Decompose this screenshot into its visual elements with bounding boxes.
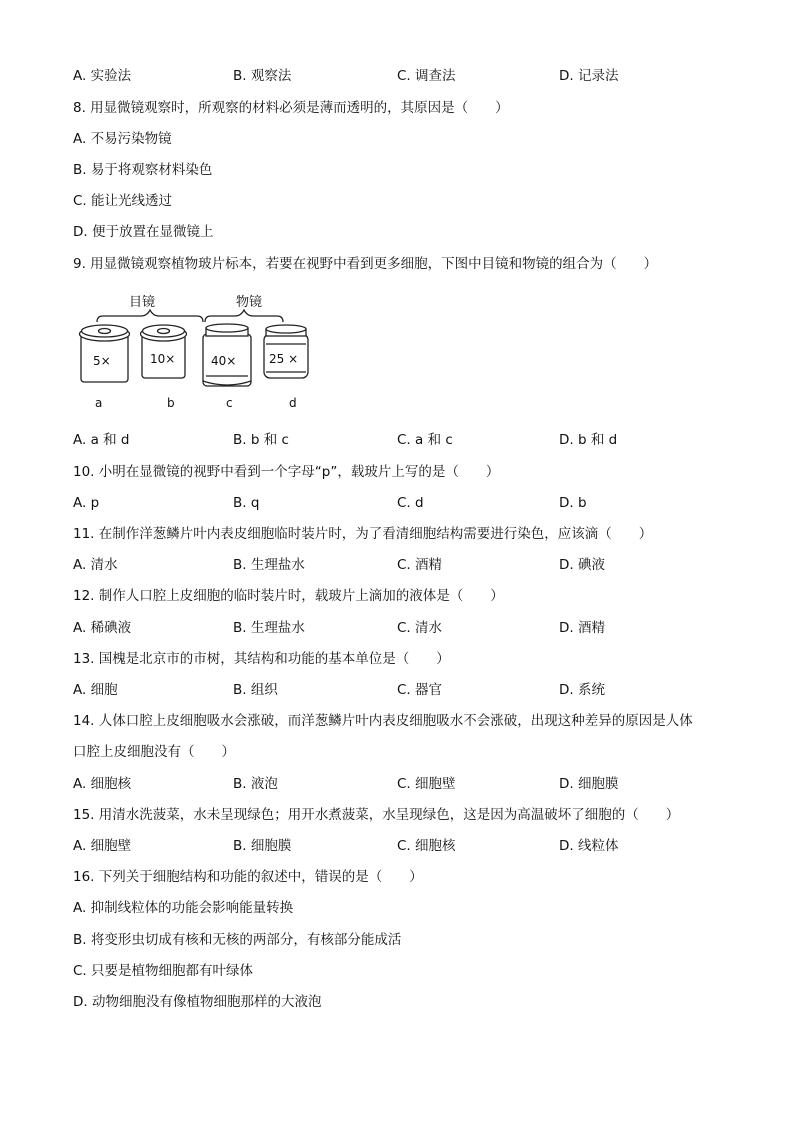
q7-option-c: C. 调查法 [397,68,456,84]
q14-option-d: D. 细胞膜 [559,776,619,792]
q8-option-a: A. 不易污染物镜 [73,131,172,147]
lens-b-caption: b [167,396,175,410]
q13-option-a: A. 细胞 [73,682,118,698]
q14-stem-line2: 口腔上皮细胞没有（ ） [73,744,235,760]
q14-stem-line1: 14. 人体口腔上皮细胞吸水会涨破，而洋葱鳞片叶内表皮细胞吸水不会涨破，出现这种差异的原因是人体 [73,713,693,729]
q14-option-b: B. 液泡 [233,776,278,792]
q16-stem: 16. 下列关于细胞结构和功能的叙述中，错误的是（ ） [73,869,423,885]
q15-stem: 15. 用清水洗菠菜，水未呈现绿色；用开水煮菠菜，水呈现绿色，这是因为高温破坏了细胞的（ ） [73,807,680,823]
q16-option-d: D. 动物细胞没有像植物细胞那样的大液泡 [73,994,322,1010]
q9-option-d: D. b 和 d [559,432,618,448]
q12-option-b: B. 生理盐水 [233,620,305,636]
objective-label: 物镜 [236,295,263,310]
q14-option-c: C. 细胞壁 [397,776,456,792]
q15-option-c: C. 细胞核 [397,838,456,854]
q11-option-d: D. 碘液 [559,557,605,573]
q12-option-c: C. 清水 [397,620,443,636]
q9-option-a: A. a 和 d [73,432,130,448]
q10-option-c: C. d [397,495,424,511]
q10-stem: 10. 小明在显微镜的视野中看到一个字母“p”，载玻片上写的是（ ） [73,464,500,480]
q9-stem: 9. 用显微镜观察植物玻片标本，若要在视野中看到更多细胞，下图中目镜和物镜的组合为（ ） [73,256,658,272]
q13-option-c: C. 器官 [397,682,443,698]
lens-b-magnification: 10× [150,352,176,366]
lens-c-magnification: 40× [211,354,237,368]
q7-option-b: B. 观察法 [233,68,292,84]
lens-a-caption: a [95,396,103,410]
eyepiece-label: 目镜 [129,295,156,310]
q7-option-a: A. 实验法 [73,68,132,84]
q12-stem: 12. 制作人口腔上皮细胞的临时装片时，载玻片上滴加的液体是（ ） [73,588,504,604]
q11-option-a: A. 清水 [73,557,118,573]
lens-a-magnification: 5× [93,354,111,368]
lens-d-caption: d [289,396,297,410]
q7-option-d: D. 记录法 [559,68,619,84]
q12-option-a: A. 稀碘液 [73,620,132,636]
microscope-lenses-figure [73,288,333,416]
q10-option-d: D. b [559,495,587,511]
q13-option-b: B. 组织 [233,682,278,698]
lens-d-magnification: 25 × [269,352,299,366]
q10-option-b: B. q [233,495,260,511]
q16-option-a: A. 抑制线粒体的功能会影响能量转换 [73,900,294,916]
q8-option-c: C. 能让光线透过 [73,193,173,209]
q13-stem: 13. 国槐是北京市的市树，其结构和功能的基本单位是（ ） [73,651,450,667]
q11-option-b: B. 生理盐水 [233,557,305,573]
q8-option-d: D. 便于放置在显微镜上 [73,224,214,240]
q15-option-d: D. 线粒体 [559,838,619,854]
q13-option-d: D. 系统 [559,682,605,698]
q9-option-b: B. b 和 c [233,432,289,448]
q16-option-c: C. 只要是植物细胞都有叶绿体 [73,963,254,979]
q16-option-b: B. 将变形虫切成有核和无核的两部分，有核部分能成活 [73,932,402,948]
q8-stem: 8. 用显微镜观察时，所观察的材料必须是薄而透明的，其原因是（ ） [73,100,509,116]
q14-option-a: A. 细胞核 [73,776,132,792]
q15-option-a: A. 细胞壁 [73,838,132,854]
q10-option-a: A. p [73,495,100,511]
lens-c-caption: c [226,396,233,410]
q11-option-c: C. 酒精 [397,557,443,573]
q15-option-b: B. 细胞膜 [233,838,292,854]
q8-option-b: B. 易于将观察材料染色 [73,162,213,178]
q9-option-c: C. a 和 c [397,432,453,448]
q11-stem: 11. 在制作洋葱鳞片叶内表皮细胞临时装片时，为了看清细胞结构需要进行染色，应该滴（ ） [73,526,653,542]
q12-option-d: D. 酒精 [559,620,605,636]
